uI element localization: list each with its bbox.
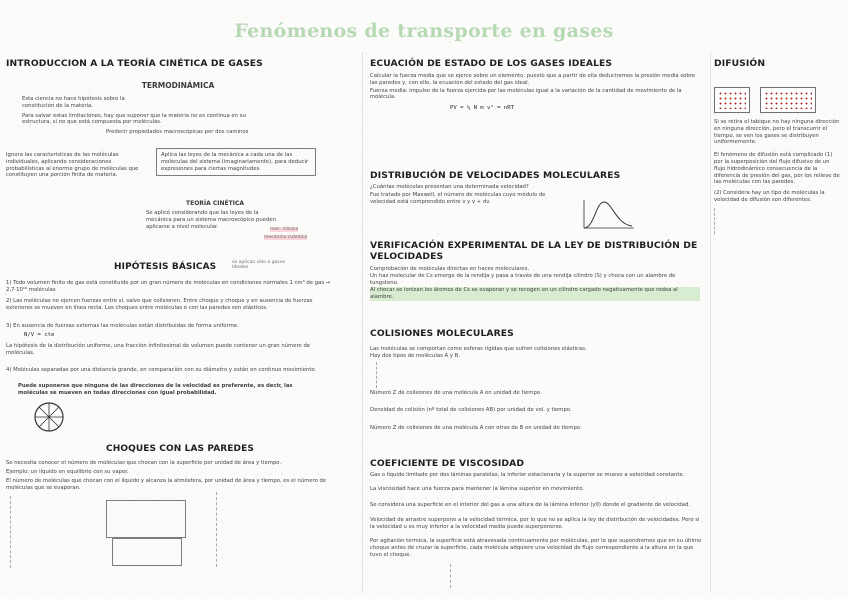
difusion-derivation xyxy=(714,208,775,234)
distribucion-paragraph-2: Fue tratado por Maxwell, el número de moléculas cuyo módulo de velocidad está comprendido entre v y v + dv. xyxy=(370,192,546,205)
section-title-choques: CHOQUES CON LAS PAREDES xyxy=(106,444,254,454)
section-title-colisiones: COLISIONES MOLECULARES xyxy=(370,328,514,339)
choques-paragraph-2: Ejemplo: un líquido en equilibrio con su vapor. xyxy=(6,469,129,475)
section-title-distribucion: DISTRIBUCIÓN DE VELOCIDADES MOLECULARES xyxy=(370,170,621,181)
page-title: Fenómenos de transporte en gases xyxy=(234,20,614,42)
termo-paragraph-3: Predecir propiedades macroscópicas por dos caminos xyxy=(106,129,249,136)
viscosidad-derivation xyxy=(450,564,521,588)
subtitle-termodinamica: TERMODINÁMICA xyxy=(141,81,215,90)
hipotesis-2: 2) Las moléculas no ejercen fuerzas entre sí, salvo que colisionen. Entre choque y choque y en ausencia de fuerzas exteriores se mueven en línea recta. Los choques entre moléculas o con las paredes son elásticos. xyxy=(6,298,313,311)
column-middle xyxy=(370,52,704,558)
ecuacion-paragraph-1: Calcular la fuerza media que se ejerce sobre un elemento, puesto que a partir de ella deduciremos la presión media sobre las paredes y, con ello, la ecuación del estado del gas ideal. xyxy=(370,73,696,86)
section-title-ecuacion: ECUACIÓN DE ESTADO DE LOS GASES IDEALES xyxy=(370,58,613,69)
column-right xyxy=(714,52,842,234)
verificacion-highlight: Al chocar se ionizan los átomos de Cs se evaporan y se recogen en un cilindro cargado negativamente que rodea al alambre. xyxy=(370,287,700,301)
hipotesis-3: 3) En ausencia de fuerzas externas las moléculas están distribuidas de forma uniforme. xyxy=(6,323,239,329)
hipotesis-3b: La hipótesis de la distribución uniforme, una fracción infinitesimal de volumen puede contener un gran número de moléculas. xyxy=(6,343,311,356)
diffusion-box-after-icon xyxy=(760,87,816,113)
termo-paragraph-1: Esta ciencia no hace hipótesis sobre la constitución de la materia. xyxy=(22,96,125,109)
teoria-cinetica-text: Se aplicó considerando que las leyes de la mecánica para un sistema macroscópico pueden aplicarse a nivel molecular. xyxy=(146,210,276,230)
column-left xyxy=(6,52,350,491)
viscosidad-paragraph-1: Gas o líquido limitado por dos láminas paralelas, la inferior estacionaria y la superior se mueve a velocidad constante. xyxy=(370,472,685,478)
choques-derivation-right xyxy=(216,492,347,567)
choques-derivation-left xyxy=(10,496,101,568)
choques-paragraph-1: Se necesita conocer el número de moléculas que chocan con la superficie por unidad de área y tiempo. xyxy=(6,460,282,466)
choques-paragraph-3: El número de moléculas que chocan con el líquido y alcanza la atmósfera, por unidad de área y tiempo, es el número de moléculas que se evaporan. xyxy=(6,478,327,491)
viscosidad-paragraph-4: Velocidad de arrastre superpone a la velocidad térmica, por lo que no se aplica la ley de distribución de velocidades. Pero si la velocidad u es muy inferior a la velocidad media puede superponerse. xyxy=(370,517,700,530)
section-title-viscosidad: COEFICIENTE DE VISCOSIDAD xyxy=(370,458,525,469)
viscosidad-paragraph-2: La viscosidad hace una fuerza para mantener la lámina superior en movimiento. xyxy=(370,486,585,492)
colisiones-paragraph-4: Densidad de colisión (nº total de colisiones AB) por unidad de vol. y tiempo. xyxy=(370,407,572,413)
hipotesis-4: 4) Moléculas separadas por una distancia grande, en comparación con su diámetro y están en continuo movimiento. xyxy=(6,367,317,373)
colisiones-paragraph-3: Número Z de colisiones de una molécula A en unidad de tiempo. xyxy=(370,390,542,396)
hipotesis-note: se aplican sólo a gases ideales xyxy=(232,260,286,270)
hipotesis-3-formula: N/V = cte xyxy=(24,332,55,338)
highlight-mec-clasica: mec. clásica xyxy=(270,227,299,232)
section-title-difusion: DIFUSIÓN xyxy=(714,58,766,69)
diffusion-boxes xyxy=(714,87,842,113)
diffusion-box-before-icon xyxy=(714,87,750,113)
colisiones-paragraph-5: Número Z de colisiones de una molécula A con otras de B en unidad de tiempo. xyxy=(370,425,582,431)
hipotesis-1: 1) Todo volumen finito de gas está constituido por un gran número de moléculas en condiciones normales 1 cm³ de gas → 2,7·10¹⁹ moléculas xyxy=(6,280,331,293)
wheel-diagram-icon xyxy=(32,400,66,434)
colisiones-derivation xyxy=(376,362,487,388)
maxwell-distribution-graph-icon xyxy=(580,198,636,232)
termo-paragraph-2: Para salvar estas limitaciones, hay que suponer que la materia no es continua en su estructura, si no que está compuesta por moléculas. xyxy=(22,112,246,126)
section-title-verificacion: VERIFICACIÓN EXPERIMENTAL DE LA LEY DE DISTRIBUCIÓN DE VELOCIDADES xyxy=(370,240,698,262)
highlight-mecanica-cuantica: mecánica cuántica xyxy=(264,235,308,240)
subtitle-teoria-cinetica: TEORÍA CINÉTICA xyxy=(186,200,245,207)
column-divider xyxy=(362,52,363,592)
ecuacion-paragraph-2: Fuerza media: impulso de la fuerza ejercida por las moléculas igual a la variación de la cantidad de movimiento de la molécula. xyxy=(370,87,682,101)
colisiones-paragraph-1: Las moléculas se comportan como esferas rígidas que sufren colisiones elásticas. xyxy=(370,346,587,352)
section-title-kinetic-theory: INTRODUCCION A LA TEORÍA CINÉTICA DE GASES xyxy=(6,58,263,69)
verificacion-paragraph-2: Un haz molecular de Cs emerge de la rendija y pasa a través de una rendija cilindro (S) y choca con un alambre de tungsteno. xyxy=(370,273,676,286)
difusion-paragraph-1: Si se retira el tabique no hay ninguna dirección en ninguna dirección, pero el transcurrir el tiempo, se ven los gases se distribuyen uniformemente. xyxy=(714,119,840,146)
mechanical-approach-box: Aplica las leyes de la mecánica a cada una de las moléculas del sistema (imaginariamente), para deducir expresiones para ciertas magnitudes. xyxy=(156,148,316,176)
difusion-paragraph-3: (2) Considera hay un tipo de moléculas la velocidad de difusión son diferentes. xyxy=(714,190,825,203)
viscosidad-paragraph-3: Se considera una superficie en el interior del gas a una altura de la lámina inferior (y0) donde el gradiente de velocidad. xyxy=(370,502,691,508)
column-divider xyxy=(710,52,711,592)
statistical-approach-text: Ignora las características de las moléculas individuales, aplicando consideraciones probabilísticas al enorme grupo de moléculas que constituyen una porción finita de materia. xyxy=(6,152,139,179)
hipotesis-4b: Puede suponerse que ninguna de las direcciones de la velocidad es preferente, es decir, las moléculas se mueven en todas direcciones con igual probabilidad. xyxy=(18,383,293,396)
choques-derivation-box-1 xyxy=(106,500,186,538)
choques-derivation-box-2 xyxy=(112,538,182,566)
ecuacion-formula: PV = ⅓ N m v² = nRT xyxy=(450,105,514,112)
distribucion-paragraph-1: ¿Cuántas moléculas presentan una determinada velocidad? xyxy=(370,184,529,190)
section-title-hipotesis: HIPÓTESIS BÁSICAS xyxy=(114,262,217,272)
viscosidad-paragraph-5: Por agitación térmica, la superficie está atravesada continuamente por moléculas, por lo que supondremos que en su último choque antes de cruzar la superficie, cada molécula adquiere una velocidad de flujo correspondiente a la altura en la que tuvo el choque. xyxy=(370,538,702,558)
colisiones-paragraph-2: Hay dos tipos de moléculas A y B. xyxy=(370,353,460,359)
verificacion-paragraph-1: Comprobación de moléculas directas en haces moleculares. xyxy=(370,266,530,272)
difusion-paragraph-2: El fenómeno de difusión está complicado (1) por la superposición del flujo difusivo de un flujo hidrodinámico consecuencia de la diferencia de presión del gas, por los relieve de las moléculas con las paredes. xyxy=(714,152,840,186)
